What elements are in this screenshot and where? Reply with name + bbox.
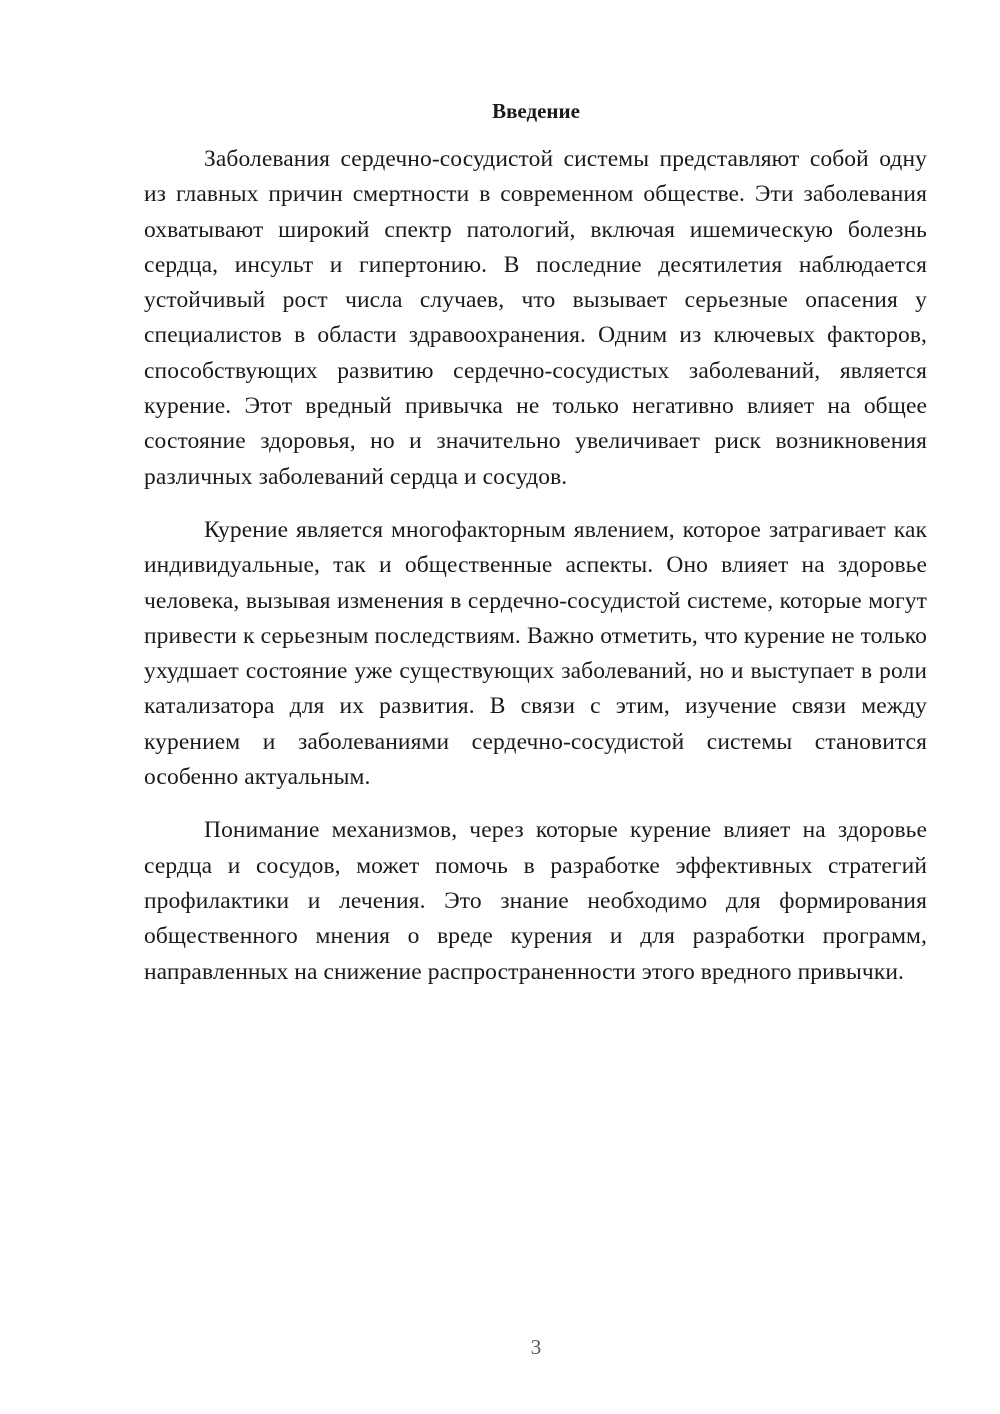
section-heading: Введение (492, 99, 580, 123)
paragraph-3: Понимание механизмов, через которые курение влияет на здоровье сердца и сосудов, может помочь в разработке эффективных стратегий профилактики и лечения. Это знание необходимо для формирования общественного мнения о вреде курения и для разработки программ, направленных на снижение распространенности этого вредного привычки. (144, 817, 927, 985)
paragraph-2: Курение является многофакторным явлением, которое затрагивает как индивидуальные, так и общественные аспекты. Оно влияет на здоровье человека, вызывая изменения в сердечно-сосудистой системе, которые могут привести к серьезным последствиям. Важно отметить, что курение не только ухудшает состояние уже существующих заболеваний, но и выступает в роли катализатора для их развития. В связи с этим, изучение связи между курением и заболеваниями сердечно-сосудистой системы становится особенно актуальным. (144, 516, 927, 791)
body-text (144, 142, 927, 990)
paragraph-1: Заболевания сердечно-сосудистой системы представляют собой одну из главных причин смертности в современном обществе. Эти заболевания охватывают широкий спектр патологий, включая ишемическую болезнь сердца, инсульт и гипертонию. В последние десятилетия наблюдается устойчивый рост числа случаев, что вызывает серьезные опасения у специалистов в области здравоохранения. Одним из ключевых факторов, способствующих развитию сердечно-сосудистых заболеваний, является курение. Этот вредный привычка не только негативно влияет на общее состояние здоровья, но и значительно увеличивает риск возникновения различных заболеваний сердца и сосудов. (144, 146, 927, 490)
page-number: 3 (530, 1335, 542, 1359)
